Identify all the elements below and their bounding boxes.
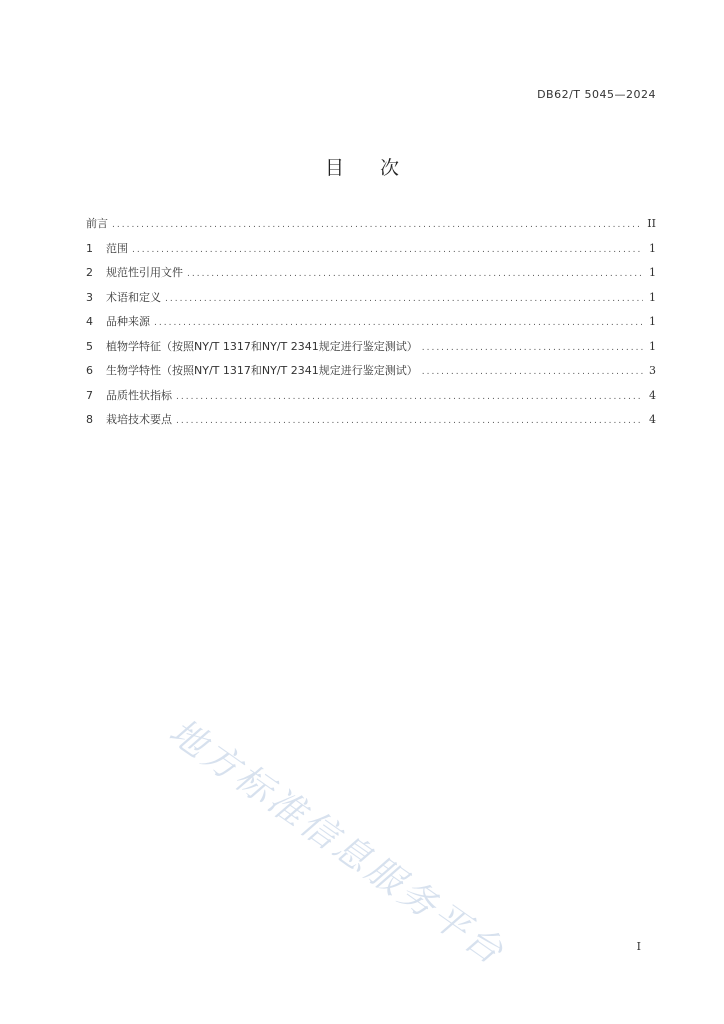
toc-leader-dots <box>187 269 643 279</box>
toc-entry-scope[interactable] <box>86 240 656 265</box>
toc-entry-label: 规范性引用文件 <box>106 266 183 279</box>
toc-entry-foreword[interactable] <box>86 215 656 240</box>
toc-entry-biological-characteristics[interactable] <box>86 362 656 387</box>
toc-entry-number: 2 <box>86 266 93 279</box>
toc-leader-dots <box>112 220 641 230</box>
document-code: DB62/T 5045—2024 <box>537 88 656 101</box>
toc-entry-number: 1 <box>86 241 93 255</box>
toc-entry-number: 3 <box>86 290 93 304</box>
toc-leader-dots <box>165 294 643 304</box>
toc-entry-label: 前言 <box>86 217 108 230</box>
toc-leader-dots <box>154 318 643 328</box>
toc-page-number: 3 <box>649 364 656 377</box>
toc-entry-label: 术语和定义 <box>106 290 161 304</box>
toc-entry-label: 栽培技术要点 <box>106 413 172 426</box>
toc-leader-dots <box>176 416 643 426</box>
page-number: I <box>636 940 641 953</box>
toc-page-number: II <box>647 217 656 230</box>
toc-leader-dots <box>176 392 643 402</box>
toc-leader-dots <box>422 343 643 353</box>
toc-entry-botanical-characteristics[interactable] <box>86 338 656 363</box>
toc-entry-label: 品质性状指标 <box>106 388 172 402</box>
toc-page-number: 1 <box>649 266 656 279</box>
toc-page-number: 1 <box>649 339 656 353</box>
toc-entry-cultivation-techniques[interactable] <box>86 411 656 436</box>
toc-entry-number: 7 <box>86 388 93 402</box>
toc-entry-label: 品种来源 <box>106 315 150 328</box>
watermark: 地方标准信息服务平台 <box>161 711 513 975</box>
table-of-contents <box>86 215 656 436</box>
toc-entry-label: 植物学特征（按照NY/T 1317和NY/T 2341规定进行鉴定测试） <box>106 339 418 353</box>
toc-page-number: 1 <box>649 315 656 328</box>
toc-page-number: 1 <box>649 290 656 304</box>
toc-entry-terms[interactable] <box>86 289 656 314</box>
toc-entry-label: 生物学特性（按照NY/T 1317和NY/T 2341规定进行鉴定测试） <box>106 364 418 377</box>
toc-page-number: 1 <box>649 241 656 255</box>
toc-entry-number: 8 <box>86 413 93 426</box>
toc-entry-number: 5 <box>86 339 93 353</box>
toc-entry-normative-references[interactable] <box>86 264 656 289</box>
toc-leader-dots <box>422 367 643 377</box>
toc-entry-quality-indicators[interactable] <box>86 387 656 412</box>
toc-leader-dots <box>132 245 643 255</box>
toc-page-number: 4 <box>649 413 656 426</box>
page-title: 目次 <box>324 157 435 179</box>
toc-entry-variety-source[interactable] <box>86 313 656 338</box>
toc-entry-number: 4 <box>86 315 93 328</box>
toc-entry-label: 范围 <box>106 241 128 255</box>
toc-page-number: 4 <box>649 388 656 402</box>
toc-entry-number: 6 <box>86 364 93 377</box>
